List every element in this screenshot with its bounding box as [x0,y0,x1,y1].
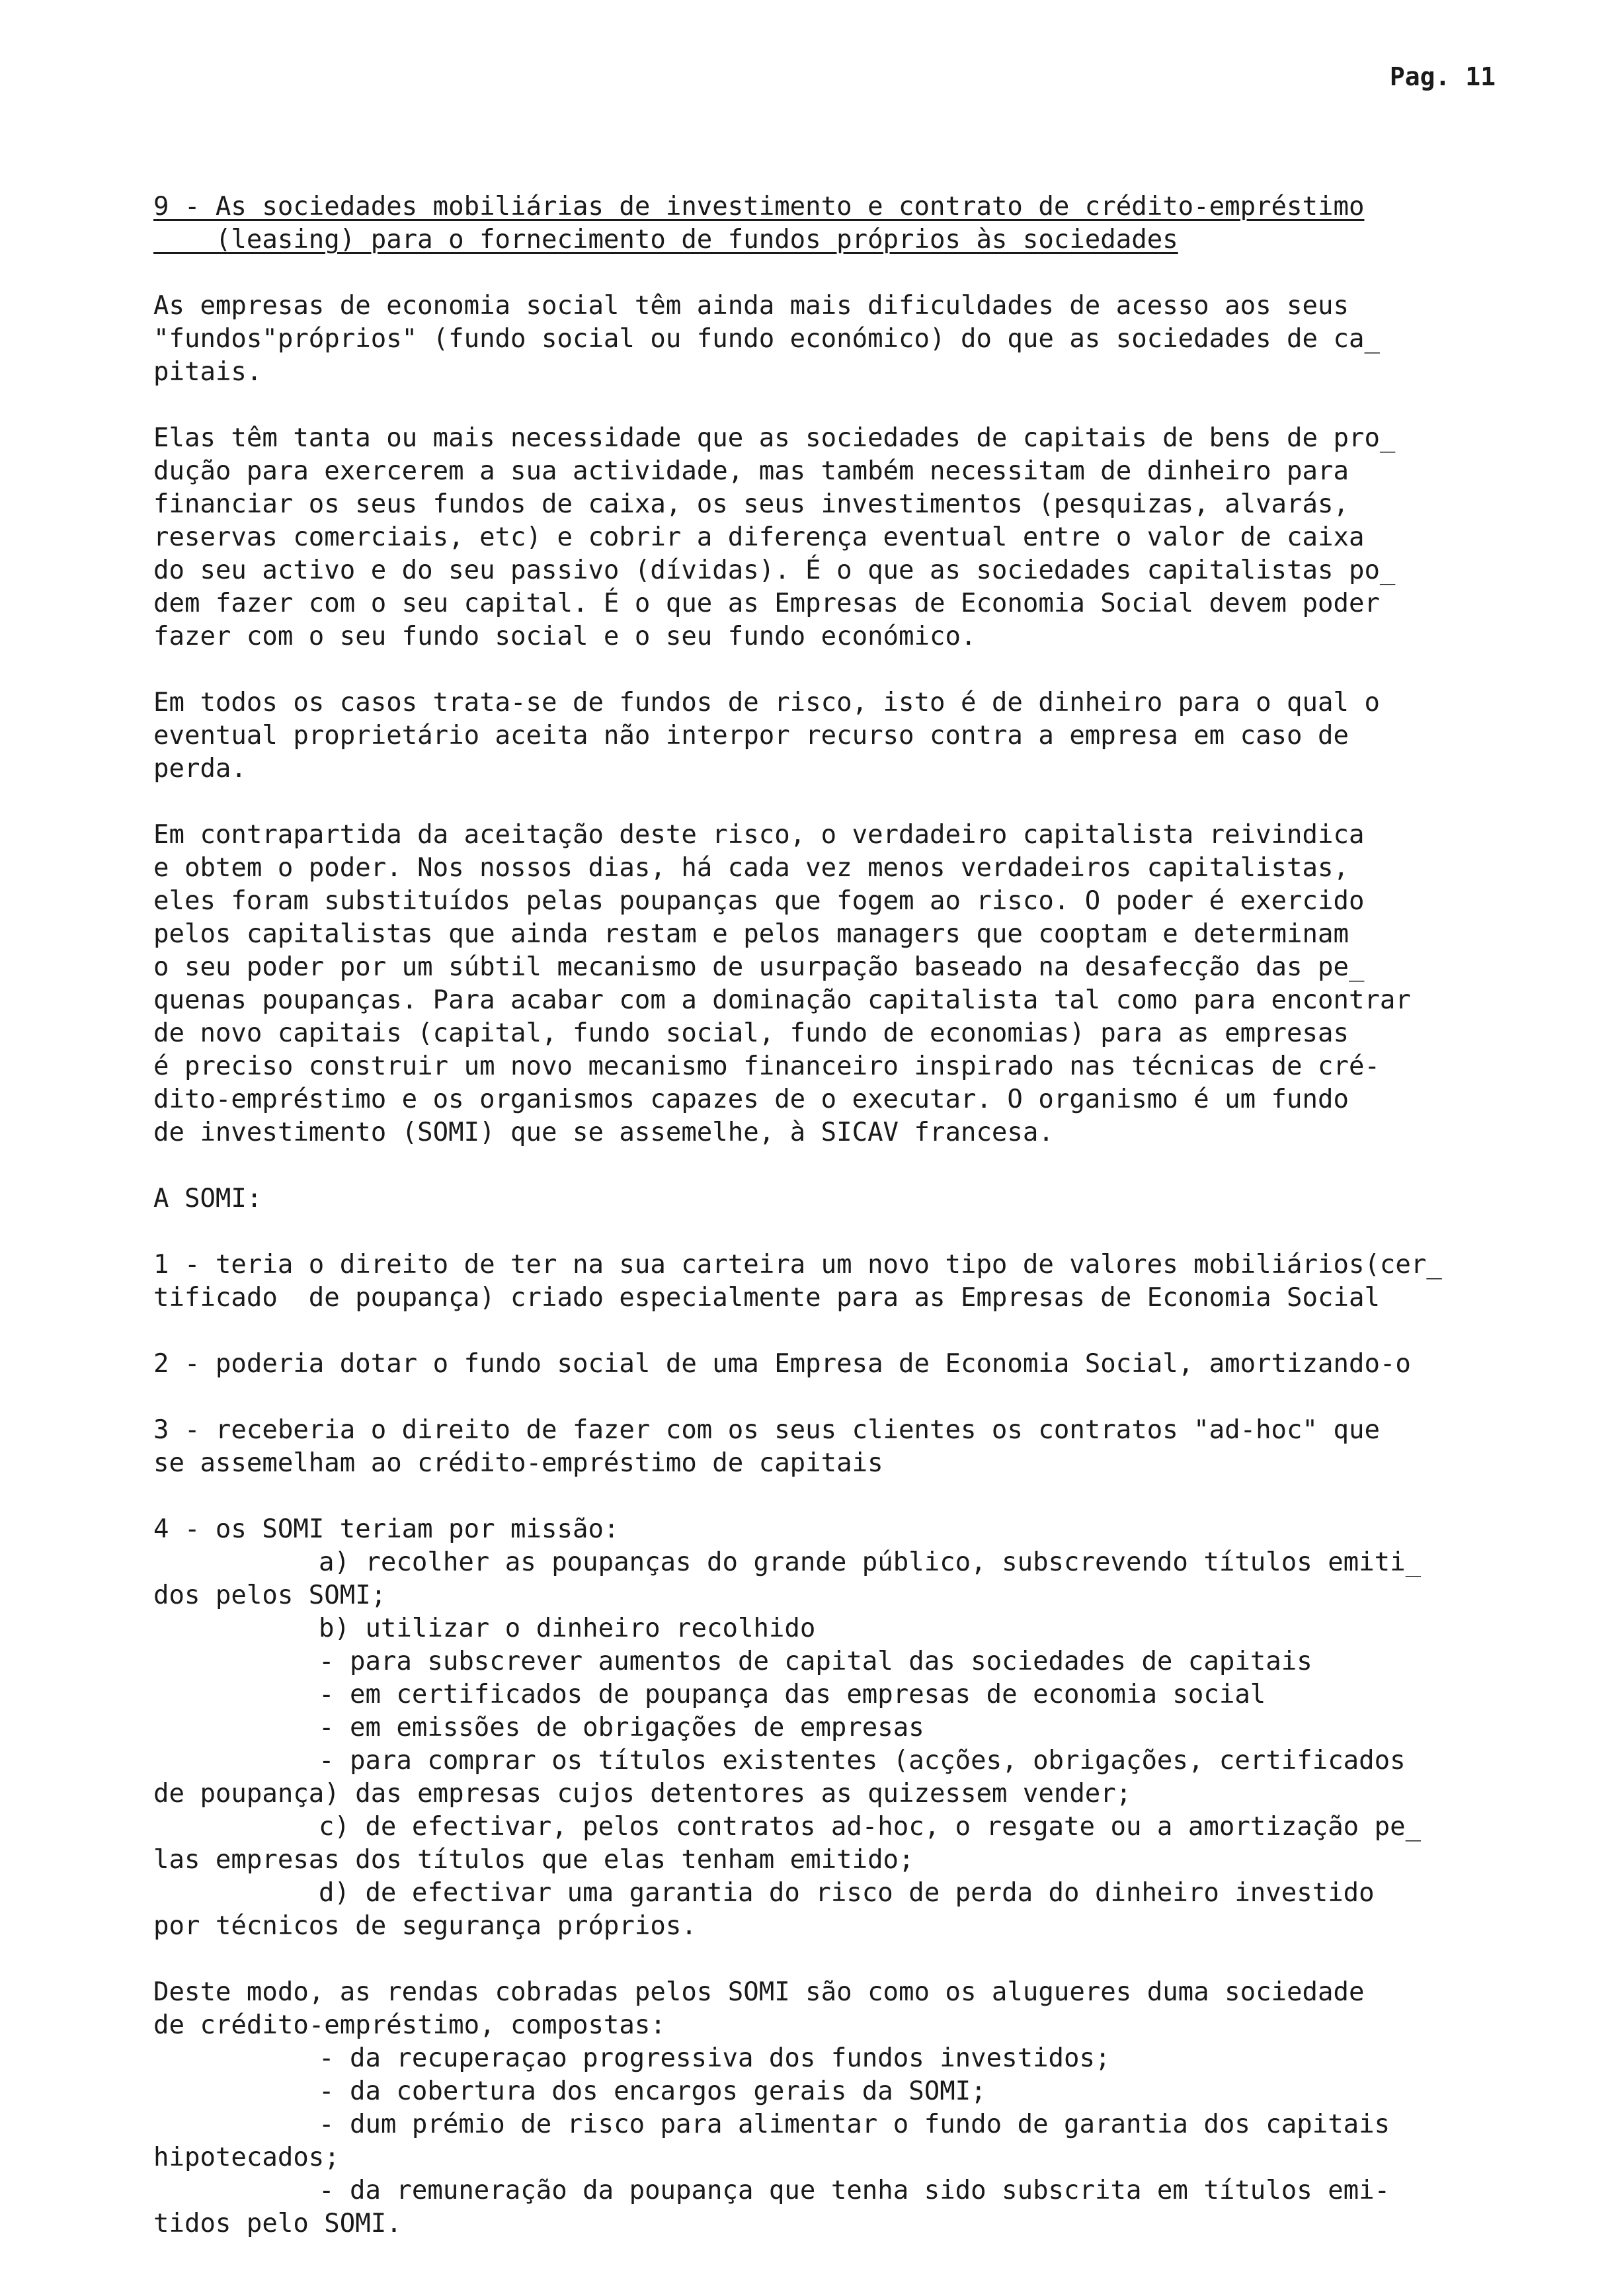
text-line: do seu activo e do seu passivo (dívidas). É o que as sociedades capitalistas po_ [153,555,1396,585]
text-line: d) de efectivar uma garantia do risco de perda do dinheiro investido [319,1878,1375,1908]
text-line: dução para exercerem a sua actividade, mas também necessitam de dinheiro para [153,456,1349,486]
text-line: fazer com o seu fundo social e o seu fundo económico. [153,622,977,651]
text-line: - em emissões de obrigações de empresas [319,1713,924,1742]
list-item-3 [153,1414,1476,1480]
text-line: quenas poupanças. Para acabar com a dominação capitalista tal como para encontrar [153,985,1411,1015]
heading-line: (leasing) para o fornecimento de fundos próprios às sociedades [153,225,1178,255]
page-number: Pag. 11 [1389,62,1496,91]
text-line: dos pelos SOMI; [153,1580,387,1610]
text-line: 2 - poderia dotar o fundo social de uma Empresa de Economia Social, amortizando-o [153,1349,1411,1379]
text-line: Em todos os casos trata-se de fundos de risco, isto é de dinheiro para o qual o [153,688,1380,718]
text-line: por técnicos de segurança próprios. [153,1911,697,1941]
text-line: pelos capitalistas que ainda restam e pelos managers que cooptam e determinam [153,919,1349,949]
text-line: pitais. [153,357,262,387]
text-line: 1 - teria o direito de ter na sua carteira um novo tipo de valores mobiliários(cer_ [153,1250,1442,1280]
text-line: de investimento (SOMI) que se assemelhe, à SICAV francesa. [153,1118,1054,1147]
text-line: - da cobertura dos encargos gerais da SOMI; [319,2076,986,2106]
paragraph-2 [153,422,1476,653]
heading-line: 9 - As sociedades mobiliárias de investimento e contrato de crédito-empréstimo [153,192,1365,222]
text-line: b) utilizar o dinheiro recolhido [319,1614,816,1643]
text-line: - em certificados de poupança das empresas de economia social [319,1680,1266,1709]
text-line: eles foram substituídos pelas poupanças que fogem ao risco. O poder é exercido [153,886,1365,916]
text-line: tificado de poupança) criado especialmente para as Empresas de Economia Social [153,1283,1380,1313]
text-line: hipotecados; [153,2143,340,2172]
paragraph-4 [153,819,1476,1149]
paragraph-5 [153,1976,1476,2240]
text-line: de novo capitais (capital, fundo social, fundo de economias) para as empresas [153,1018,1349,1048]
text-line: financiar os seus fundos de caixa, os seus investimentos (pesquizas, alvarás, [153,489,1349,519]
text-line: dito-empréstimo e os organismos capazes de o executar. O organismo é um fundo [153,1085,1349,1114]
text-line: perda. [153,754,247,784]
text-line: - para comprar os títulos existentes (acções, obrigações, certificados [319,1746,1406,1776]
paragraph-3 [153,686,1476,786]
text-line: - dum prémio de risco para alimentar o fundo de garantia dos capitais [319,2110,1390,2139]
somi-label: A SOMI: [153,1184,262,1213]
text-line: Elas têm tanta ou mais necessidade que as sociedades de capitais de bens de pro_ [153,423,1396,453]
paragraph-1 [153,290,1476,389]
text-line: o seu poder por um súbtil mecanismo de usurpação baseado na desafecção das pe_ [153,952,1365,982]
text-line: tidos pelo SOMI. [153,2209,402,2238]
section-heading [153,190,1476,257]
text-line: - para subscrever aumentos de capital das sociedades de capitais [319,1647,1312,1676]
text-line: Em contrapartida da aceitação deste risco, o verdadeiro capitalista reivindica [153,820,1365,850]
text-line: de poupança) das empresas cujos detentores as quizessem vender; [153,1779,1132,1809]
text-line: é preciso construir um novo mecanismo financeiro inspirado nas técnicas de cré- [153,1051,1380,1081]
text-line: As empresas de economia social têm ainda mais dificuldades de acesso aos seus [153,291,1349,321]
text-line: a) recolher as poupanças do grande público, subscrevendo títulos emiti_ [319,1547,1422,1577]
text-line: Deste modo, as rendas cobradas pelos SOMI são como os alugueres duma sociedade [153,1977,1365,2007]
text-line: se assemelham ao crédito-empréstimo de capitais [153,1448,883,1478]
text-line: - da recuperaçao progressiva dos fundos investidos; [319,2043,1111,2073]
text-line: las empresas dos títulos que elas tenham emitido; [153,1845,914,1875]
text-line: c) de efectivar, pelos contratos ad-hoc, o resgate ou a amortização pe_ [319,1812,1422,1842]
list-item-1 [153,1249,1476,1315]
text-line: 3 - receberia o direito de fazer com os seus clientes os contratos "ad-hoc" que [153,1415,1380,1445]
text-line: de crédito-empréstimo, compostas: [153,2010,666,2040]
text-line: "fundos"próprios" (fundo social ou fundo económico) do que as sociedades de ca_ [153,324,1380,354]
list-item-2 [153,1348,1476,1381]
text-line: eventual proprietário aceita não interpor recurso contra a empresa em caso de [153,721,1349,751]
list-item-4 [153,1513,1476,1943]
text-line: dem fazer com o seu capital. É o que as Empresas de Economia Social devem poder [153,589,1380,618]
text-line: reservas comerciais, etc) e cobrir a diferença eventual entre o valor de caixa [153,522,1365,552]
text-line: - da remuneração da poupança que tenha sido subscrita em títulos emi- [319,2176,1390,2205]
text-line: e obtem o poder. Nos nossos dias, há cada vez menos verdadeiros capitalistas, [153,853,1349,883]
text-line: 4 - os SOMI teriam por missão: [153,1514,620,1544]
document-body [153,190,1476,2240]
